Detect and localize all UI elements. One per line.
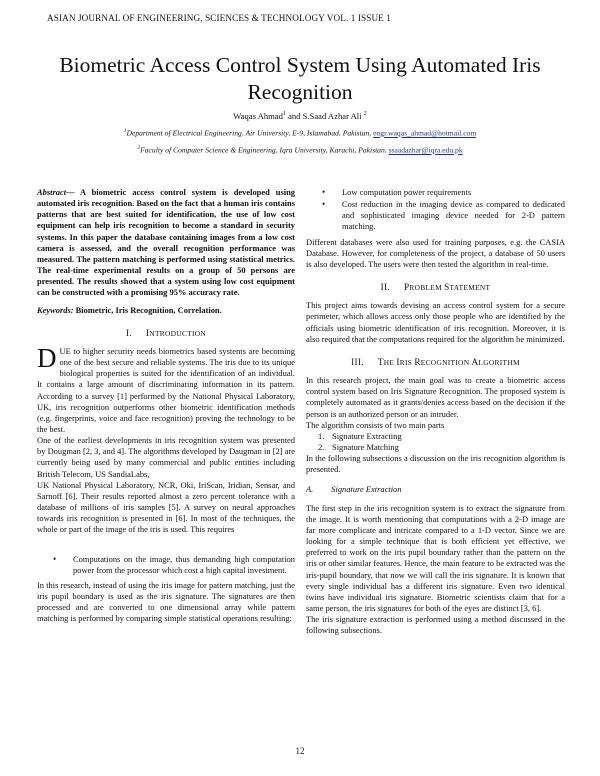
list-item: • Computations on the image, thus demanding high computation power from the processor which cost a high capital investment.: [37, 554, 295, 576]
keywords-text: Biometric, Iris Recognition, Correlation.: [73, 304, 222, 315]
affiliation-2-email-link[interactable]: ssaadazhar@iqra.edu.pk: [388, 145, 463, 155]
subsection-label: Signature Extraction: [331, 484, 402, 495]
section-heading-algorithm: [306, 357, 565, 368]
algorithm-paragraph-3: In the following subsections a discussion on the iris recognition algorithm is presented.: [306, 453, 565, 475]
subsection-heading-signature-extraction: [306, 484, 565, 495]
affiliation-1: [40, 128, 560, 138]
algorithm-paragraph-1: In this research project, the main goal was to create a biometric access control system based on Iris Signature Recognition. The proposed system is completely automated as it grants/denies access based on the decision if the person is an authorized person or an intruder.: [306, 375, 565, 419]
section-number: III.: [351, 356, 364, 367]
list-item-label: Signature Matching: [332, 441, 399, 452]
heading-rest: LGORITHM: [478, 357, 520, 367]
section-number: II.: [380, 282, 390, 293]
bullet-list-left: [37, 554, 295, 576]
heading-initial: A: [471, 356, 479, 367]
list-number: 2.: [318, 441, 325, 452]
abstract-label: Abstract—: [37, 187, 75, 197]
intro-paragraph-1-text: UE to higher security needs biometrics based systems are becoming one of the best secure and reliable systems. The iris due to its unique biological properties is suited for the identification of an individual. It contains a large amount of discriminating information in its pattern. According to a survey [1] performed by the National Physical Laboratory, UK, iris recognition outperforms other biometric identification methods (e.g. fingerprints, voice and face recognition) proving the technology to be the best.: [37, 345, 295, 434]
intro-paragraph-4: In this research, instead of using the iris image for pattern matching, just the iris pupil boundary is used as the iris signature. The signatures are then processed and are converted to one dimensional array while pattern matching is performed by comparing simple statistical operations resulting:: [37, 579, 295, 624]
author-2-sup: 2: [363, 111, 367, 118]
heading-initial: I: [396, 356, 400, 367]
affiliation-2-text: Faculty of Computer Science & Engineering, Iqra University, Karachi, Pakistan,: [140, 145, 389, 155]
author-1: Waqas Ahmad: [233, 111, 283, 121]
section-number: I.: [125, 327, 132, 338]
heading-rest: HE: [383, 357, 397, 367]
affiliation-1-text: Department of Electrical Engineering, Air University, E-9, Islamabad, Pakistan,: [126, 128, 374, 138]
heading-rest: ROBLEM: [409, 283, 445, 293]
subsection-letter: A.: [306, 484, 314, 495]
paper-title: Biometric Access Control System Using Automated Iris Recognition: [59, 53, 541, 104]
heading-initial: S: [444, 282, 450, 293]
extraction-paragraph-1: The first step in the iris recognition system is to extract the signature from the image. It is worth mentioning that computations with a 2-D image are far more complicate and intricate compared to a 1-D vector. Since we are looking for a simple technique that is both efficient yet effective, we preferred to work on the iris pupil boundary rather than the pattern on the iris or other similar features. Hence, the main feature to be extracted was the iris-pupil boundary, that now we will call the iris signature. It is known that every single individual has a different iris signature. Even two identical twins have individual iris signature. Biometric scientists claim that for a same person, the iris signatures for both of the eyes are distinct [3, 6].: [306, 502, 565, 613]
authors-line: [0, 111, 600, 121]
abstract-text: A biometric access control system is developed using automated iris recognition. Based on the fact that a human iris contains patterns that are best suited for identification, the use of low cost equipment can help iris recognition to become a standard in security systems. In this paper the database containing images from a low cost camera is assessed, and the overall recognition performance was measured. The pattern matching is performed using statistical metrics. The real-time experimental results on a group of 50 persons are presented. The results showed that a system using low cost equipment can be constructed with a promising 95% accuracy rate.: [37, 187, 295, 298]
affiliation-2-sup: 2: [137, 145, 141, 151]
right-paragraph-1: Different databases were also used for training purposes, e.g. the CASIA Database. However, for completeness of the project, a database of 50 users is also developed. The users were then tested the algorithm in real-time.: [306, 236, 565, 269]
abstract: [37, 187, 295, 299]
heading-rest: TATEMENT: [449, 283, 491, 293]
heading-rest: RIS: [399, 357, 415, 367]
list-item: [306, 431, 565, 442]
bullet-list-right: [306, 187, 565, 233]
intro-paragraph-3: UK National Physical Laboratory, NCR, Oki, IriScan, Iridian, Sensar, and Sarnoff [6]. Their results reported almost a zero percent tolerance with a database of millions of iris samples [5]. A survey on neural approaches towards iris recognition is presented in [6]. In most of the techniques, the whole or part of the image of the iris is used. This requires: [37, 479, 295, 535]
affiliation-2: [40, 145, 560, 155]
affiliation-1-sup: 1: [123, 128, 127, 134]
heading-rest: NTRODUCTION: [149, 328, 207, 338]
intro-paragraph-1: [37, 342, 295, 435]
heading-initial: T: [377, 356, 384, 367]
author-1-sup: 1: [282, 111, 286, 118]
list-item-label: Signature Extracting: [332, 430, 402, 441]
right-column: [306, 187, 565, 636]
algorithm-parts-list: [306, 431, 565, 453]
list-number: 1.: [318, 430, 325, 441]
heading-initial: I: [145, 327, 150, 338]
section-heading-introduction: [37, 328, 295, 339]
problem-paragraph: This project aims towards devising an access control system for a secure perimeter, which allows access only those people who are identified by the officials using biometric identification of iris recognition. Moreover, it is also required that the computations required for the algorithm be minimized.: [306, 300, 565, 344]
extraction-paragraph-2: The iris signature extraction is performed using a method discussed in the following subsections.: [306, 614, 565, 636]
authors-and: and S.Saad Azhar Ali: [285, 111, 364, 121]
affiliation-1-email-link[interactable]: engr.waqas_ahmad@hotmail.com: [373, 128, 477, 138]
algorithm-paragraph-2: The algorithm consists of two main parts: [306, 419, 445, 430]
keywords-label: Keywords:: [37, 304, 74, 315]
journal-header: ASIAN JOURNAL OF ENGINEERING, SCIENCES & TECHNOLOGY VOL. 1 ISSUE 1: [47, 13, 391, 23]
list-item: • Low computation power requirements: [306, 187, 565, 198]
intro-paragraph-2: One of the earliest developments in iris recognition system was presented by Dougman [2, 3, and 4]. The algorithms developed by Daugman in [2] are currently being used by many commercial and public entities including British Telecom, US SandiaLabs,: [37, 435, 295, 479]
drop-cap: D: [37, 342, 57, 373]
page-number: 12: [295, 746, 305, 756]
list-item: [306, 442, 565, 453]
section-heading-problem-statement: [306, 282, 565, 293]
heading-rest: ECOGNITION: [420, 357, 472, 367]
keywords: [37, 305, 295, 316]
left-column: [37, 187, 295, 624]
list-item: • Cost reduction in the imaging device as compared to dedicated and sophisticated imaging device needed for 2-D pattern matching.: [306, 199, 565, 232]
heading-initial: R: [414, 356, 421, 367]
heading-initial: P: [403, 282, 410, 293]
